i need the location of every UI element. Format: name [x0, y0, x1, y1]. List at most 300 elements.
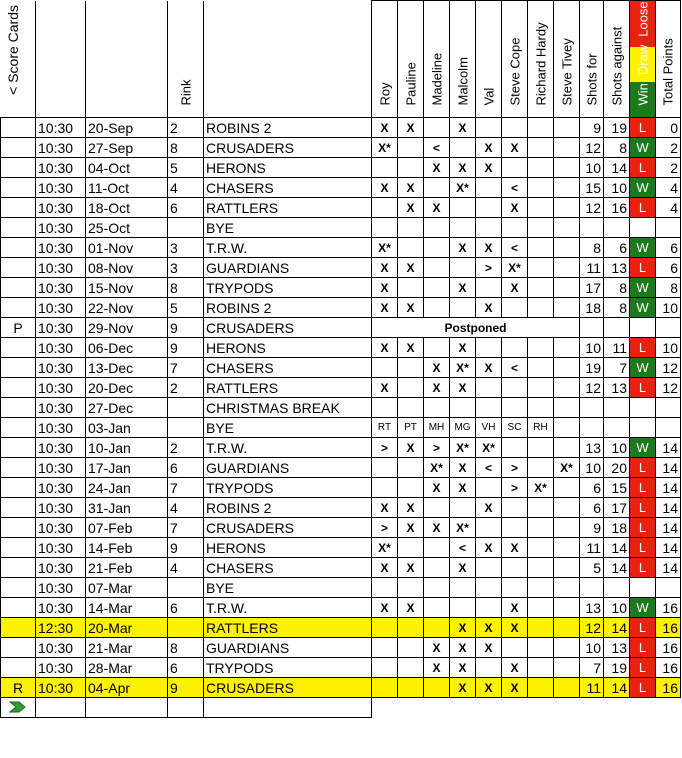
opponent-team: TRYPODS: [204, 478, 372, 498]
result-badge: L: [630, 518, 656, 538]
player-mark: [528, 258, 554, 278]
loose-label: Loose: [635, 1, 650, 37]
match-date: 20-Mar: [86, 618, 168, 638]
rink-number: 6: [168, 658, 204, 678]
row-flag: [1, 238, 36, 258]
shots-against: 19: [604, 118, 630, 138]
empty-cell: [36, 698, 86, 718]
shots-against: 17: [604, 498, 630, 518]
table-row: [1, 298, 681, 318]
row-flag: [1, 378, 36, 398]
opponent-team: TRYPODS: [204, 658, 372, 678]
player-mark: [528, 558, 554, 578]
player-mark: [424, 178, 450, 198]
shots-for: 12: [580, 378, 604, 398]
rink-number: [168, 578, 204, 598]
row-flag: [1, 418, 36, 438]
player-mark: X*: [528, 478, 554, 498]
match-time: 10:30: [36, 338, 86, 358]
player-mark: [476, 198, 502, 218]
result-badge: L: [630, 498, 656, 518]
shots-for: 11: [580, 258, 604, 278]
player-mark: X: [450, 678, 476, 698]
shots-for: 6: [580, 498, 604, 518]
player-mark: [424, 298, 450, 318]
table-row: [1, 618, 681, 638]
table-row: [1, 518, 681, 538]
time-header: [36, 1, 86, 118]
total-points: 2: [656, 158, 681, 178]
player-mark: [502, 498, 528, 518]
rink-number: 7: [168, 478, 204, 498]
player-mark: X: [450, 458, 476, 478]
player-mark: [528, 658, 554, 678]
shots-for: 9: [580, 118, 604, 138]
player-mark: X*: [476, 438, 502, 458]
rink-number: 3: [168, 258, 204, 278]
player-mark: X: [372, 258, 398, 278]
player-mark: X*: [554, 458, 580, 478]
shots-against: 10: [604, 438, 630, 458]
player-mark: <: [502, 238, 528, 258]
player-mark: [398, 238, 424, 258]
shots-for: 15: [580, 178, 604, 198]
player-mark: X: [476, 238, 502, 258]
date-header: [86, 1, 168, 118]
shots-for: 17: [580, 278, 604, 298]
player-mark: X: [372, 338, 398, 358]
player-mark: [450, 298, 476, 318]
player-mark: [502, 578, 528, 598]
player-mark: [502, 338, 528, 358]
player-mark: [450, 598, 476, 618]
match-time: 10:30: [36, 438, 86, 458]
result-badge: W: [630, 358, 656, 378]
player-mark: [528, 298, 554, 318]
opponent-team: CRUSADERS: [204, 138, 372, 158]
table-row: [1, 238, 681, 258]
match-date: 25-Oct: [86, 218, 168, 238]
opponent-team: CHASERS: [204, 358, 372, 378]
header-row: [1, 1, 681, 118]
player-mark: <: [502, 358, 528, 378]
match-date: 28-Mar: [86, 658, 168, 678]
shots-for: 10: [580, 338, 604, 358]
rink-number: 7: [168, 518, 204, 538]
match-date: 14-Feb: [86, 538, 168, 558]
player-mark: X: [372, 278, 398, 298]
opponent-team: BYE: [204, 218, 372, 238]
player-mark: X: [476, 298, 502, 318]
player-mark: X*: [450, 438, 476, 458]
row-flag: [1, 578, 36, 598]
player-mark: X: [372, 178, 398, 198]
shots-against: 7: [604, 358, 630, 378]
opponent-team: RATTLERS: [204, 618, 372, 638]
shots-against: 13: [604, 258, 630, 278]
player-mark: [476, 478, 502, 498]
match-date: 07-Mar: [86, 578, 168, 598]
opponent-team: CRUSADERS: [204, 518, 372, 538]
player-mark: [502, 558, 528, 578]
player-mark: [372, 158, 398, 178]
match-time: 10:30: [36, 458, 86, 478]
shots-for: [580, 398, 604, 418]
rink-number: 5: [168, 158, 204, 178]
player-mark: [502, 438, 528, 458]
match-time: 10:30: [36, 258, 86, 278]
player-mark: [450, 398, 476, 418]
player-mark: [554, 478, 580, 498]
player-mark: [476, 178, 502, 198]
shots-for: 19: [580, 358, 604, 378]
player-mark: X: [502, 278, 528, 298]
total-points: 6: [656, 258, 681, 278]
shots-against: 14: [604, 558, 630, 578]
score-cards-label[interactable]: < Score Cards: [4, 4, 21, 95]
shots-for: [580, 218, 604, 238]
total-points: 12: [656, 358, 681, 378]
opponent-team: RATTLERS: [204, 198, 372, 218]
rink-label: Rink: [178, 79, 193, 106]
shots-for-header: Shots for: [580, 1, 604, 118]
opponent-team: CHASERS: [204, 558, 372, 578]
player-mark: [372, 198, 398, 218]
match-date: 14-Mar: [86, 598, 168, 618]
result-badge: W: [630, 278, 656, 298]
player-mark: [554, 598, 580, 618]
match-time: 10:30: [36, 298, 86, 318]
table-row: [1, 538, 681, 558]
table-row: [1, 198, 681, 218]
player-mark: [528, 278, 554, 298]
player-mark: [398, 658, 424, 678]
table-row: [1, 338, 681, 358]
player-mark: X: [398, 598, 424, 618]
opponent-team: ROBINS 2: [204, 498, 372, 518]
player-mark: [554, 298, 580, 318]
player-mark: [372, 478, 398, 498]
row-flag: [1, 278, 36, 298]
match-time: 10:30: [36, 538, 86, 558]
shots-against: 15: [604, 478, 630, 498]
player-mark: [372, 578, 398, 598]
player-mark: [424, 258, 450, 278]
player-mark: X: [398, 438, 424, 458]
player-mark: [528, 598, 554, 618]
shots-against: 8: [604, 138, 630, 158]
shots-for: 12: [580, 138, 604, 158]
player-mark: X: [424, 478, 450, 498]
player-mark: <: [502, 178, 528, 198]
result-badge: L: [630, 678, 656, 698]
shots-for: 11: [580, 678, 604, 698]
total-points-header: Total Points: [656, 1, 681, 118]
score-cards-link[interactable]: [1, 1, 36, 118]
shots-against: 13: [604, 638, 630, 658]
player-mark: [554, 338, 580, 358]
match-time: 10:30: [36, 118, 86, 138]
player-mark: X: [424, 378, 450, 398]
player-mark: X: [424, 198, 450, 218]
total-points: 14: [656, 558, 681, 578]
opponent-team: T.R.W.: [204, 598, 372, 618]
result-badge: [630, 218, 656, 238]
total-points: 14: [656, 458, 681, 478]
table-row: [1, 118, 681, 138]
result-badge: W: [630, 298, 656, 318]
result-badge: L: [630, 158, 656, 178]
rink-number: [168, 418, 204, 438]
player-mark: [554, 158, 580, 178]
result-badge: L: [630, 558, 656, 578]
player-mark: [450, 138, 476, 158]
shots-against: 14: [604, 538, 630, 558]
row-flag: [1, 298, 36, 318]
rink-number: 8: [168, 638, 204, 658]
player-mark: [398, 678, 424, 698]
player-mark: >: [476, 258, 502, 278]
player-initials: PT: [398, 418, 424, 438]
opponent-team: ROBINS 2: [204, 118, 372, 138]
player-mark: X: [372, 558, 398, 578]
player-initials: MH: [424, 418, 450, 438]
player-mark: [502, 398, 528, 418]
player-mark: X: [476, 538, 502, 558]
match-date: 20-Dec: [86, 378, 168, 398]
result-badge: L: [630, 538, 656, 558]
row-flag: [1, 618, 36, 638]
player-mark: X*: [502, 258, 528, 278]
player-mark: [554, 638, 580, 658]
shots-for: 5: [580, 558, 604, 578]
total-points: 16: [656, 598, 681, 618]
row-flag: [1, 218, 36, 238]
rink-header: [168, 1, 204, 118]
player-mark: [528, 438, 554, 458]
match-time: 10:30: [36, 158, 86, 178]
shots-for: 18: [580, 298, 604, 318]
row-flag: [1, 398, 36, 418]
player-mark: [554, 518, 580, 538]
player-mark: X: [450, 158, 476, 178]
player-mark: [450, 498, 476, 518]
player-mark: [528, 338, 554, 358]
match-date: 13-Dec: [86, 358, 168, 378]
match-time: 10:30: [36, 278, 86, 298]
match-date: 07-Feb: [86, 518, 168, 538]
player-mark: [502, 218, 528, 238]
player-header-steve-cope: Steve Cope: [502, 1, 528, 118]
next-chevron-cell[interactable]: [1, 698, 36, 718]
result-badge: W: [630, 238, 656, 258]
player-mark: [528, 218, 554, 238]
opponent-team: T.R.W.: [204, 238, 372, 258]
player-mark: [554, 218, 580, 238]
shots-for: 10: [580, 458, 604, 478]
player-mark: X: [372, 118, 398, 138]
player-mark: X: [372, 298, 398, 318]
row-flag: [1, 178, 36, 198]
player-header-val: Val: [476, 1, 502, 118]
total-points: 8: [656, 278, 681, 298]
rink-number: 9: [168, 678, 204, 698]
player-mark: [554, 258, 580, 278]
row-flag: [1, 158, 36, 178]
player-initials: MG: [450, 418, 476, 438]
player-mark: X: [502, 198, 528, 218]
match-date: 27-Dec: [86, 398, 168, 418]
player-mark: [372, 658, 398, 678]
player-header-richard-hardy: Richard Hardy: [528, 1, 554, 118]
match-time: 10:30: [36, 558, 86, 578]
empty-cell: [204, 698, 372, 718]
match-date: 08-Nov: [86, 258, 168, 278]
player-mark: >: [424, 438, 450, 458]
opponent-team: HERONS: [204, 338, 372, 358]
player-mark: [554, 538, 580, 558]
rink-number: 8: [168, 138, 204, 158]
shots-for: 13: [580, 438, 604, 458]
total-points: 14: [656, 538, 681, 558]
player-mark: [528, 158, 554, 178]
opponent-team: BYE: [204, 578, 372, 598]
match-time: 10:30: [36, 518, 86, 538]
total-points: 10: [656, 298, 681, 318]
player-mark: >: [502, 478, 528, 498]
player-mark: X: [476, 138, 502, 158]
rink-number: 4: [168, 178, 204, 198]
player-mark: [450, 218, 476, 238]
player-mark: X*: [450, 358, 476, 378]
opponent-team: GUARDIANS: [204, 638, 372, 658]
player-mark: [424, 238, 450, 258]
rink-number: [168, 618, 204, 638]
shots-for: 12: [580, 198, 604, 218]
total-points: 16: [656, 638, 681, 658]
player-mark: [372, 358, 398, 378]
result-badge: W: [630, 438, 656, 458]
player-mark: [476, 118, 502, 138]
match-date: 20-Sep: [86, 118, 168, 138]
player-mark: X: [372, 498, 398, 518]
opponent-team: CRUSADERS: [204, 318, 372, 338]
player-mark: [398, 218, 424, 238]
total-points: 4: [656, 178, 681, 198]
match-date: 10-Jan: [86, 438, 168, 458]
rink-number: 8: [168, 278, 204, 298]
rink-number: 6: [168, 458, 204, 478]
match-time: 12:30: [36, 618, 86, 638]
player-mark: X: [476, 678, 502, 698]
player-mark: [476, 598, 502, 618]
shots-against: [604, 398, 630, 418]
row-flag: [1, 358, 36, 378]
table-row: [1, 558, 681, 578]
player-mark: [528, 538, 554, 558]
player-mark: [424, 118, 450, 138]
result-badge: L: [630, 658, 656, 678]
player-mark: >: [502, 458, 528, 478]
chevron-right-icon[interactable]: [9, 701, 27, 713]
player-mark: [424, 278, 450, 298]
player-mark: [528, 118, 554, 138]
total-points: 16: [656, 658, 681, 678]
player-header-roy: Roy: [372, 1, 398, 118]
shots-against: 14: [604, 618, 630, 638]
match-time: 10:30: [36, 398, 86, 418]
opponent-team: CHASERS: [204, 178, 372, 198]
row-flag: [1, 138, 36, 158]
result-badge: L: [630, 458, 656, 478]
player-mark: [424, 498, 450, 518]
player-initials: RT: [372, 418, 398, 438]
table-row: [1, 158, 681, 178]
player-mark: [424, 598, 450, 618]
player-header-pauline: Pauline: [398, 1, 424, 118]
match-date: 06-Dec: [86, 338, 168, 358]
row-flag: [1, 518, 36, 538]
result-badge: L: [630, 478, 656, 498]
player-mark: X: [476, 638, 502, 658]
player-mark: [450, 578, 476, 598]
rink-number: 2: [168, 378, 204, 398]
shots-against: 18: [604, 518, 630, 538]
player-mark: [476, 558, 502, 578]
rink-number: 6: [168, 598, 204, 618]
total-points: 14: [656, 518, 681, 538]
player-mark: >: [372, 518, 398, 538]
shots-for: 10: [580, 158, 604, 178]
rink-number: 3: [168, 238, 204, 258]
player-mark: [424, 398, 450, 418]
match-time: 10:30: [36, 378, 86, 398]
player-header-steve-tivey: Steve Tivey: [554, 1, 580, 118]
total-points: 2: [656, 138, 681, 158]
player-mark: [476, 338, 502, 358]
player-mark: X: [450, 378, 476, 398]
match-time: 10:30: [36, 238, 86, 258]
player-mark: X: [424, 638, 450, 658]
rink-number: 4: [168, 558, 204, 578]
team-header: [204, 1, 372, 118]
shots-for: 7: [580, 658, 604, 678]
player-header-malcolm: Malcolm: [450, 1, 476, 118]
match-time: 10:30: [36, 178, 86, 198]
result-badge: L: [630, 618, 656, 638]
player-mark: X: [476, 358, 502, 378]
table-row: [1, 578, 681, 598]
player-mark: [398, 578, 424, 598]
match-date: 31-Jan: [86, 498, 168, 518]
match-date: 04-Oct: [86, 158, 168, 178]
player-mark: [502, 118, 528, 138]
result-badge: L: [630, 638, 656, 658]
player-mark: [450, 258, 476, 278]
postponed-note: Postponed: [372, 318, 580, 338]
player-mark: [424, 578, 450, 598]
match-date: 11-Oct: [86, 178, 168, 198]
total-points: 10: [656, 338, 681, 358]
player-mark: [554, 618, 580, 638]
match-time: 10:30: [36, 638, 86, 658]
player-mark: X: [398, 198, 424, 218]
player-mark: X*: [372, 538, 398, 558]
player-mark: [528, 618, 554, 638]
player-mark: [554, 678, 580, 698]
shots-for: [580, 418, 604, 438]
match-date: 24-Jan: [86, 478, 168, 498]
